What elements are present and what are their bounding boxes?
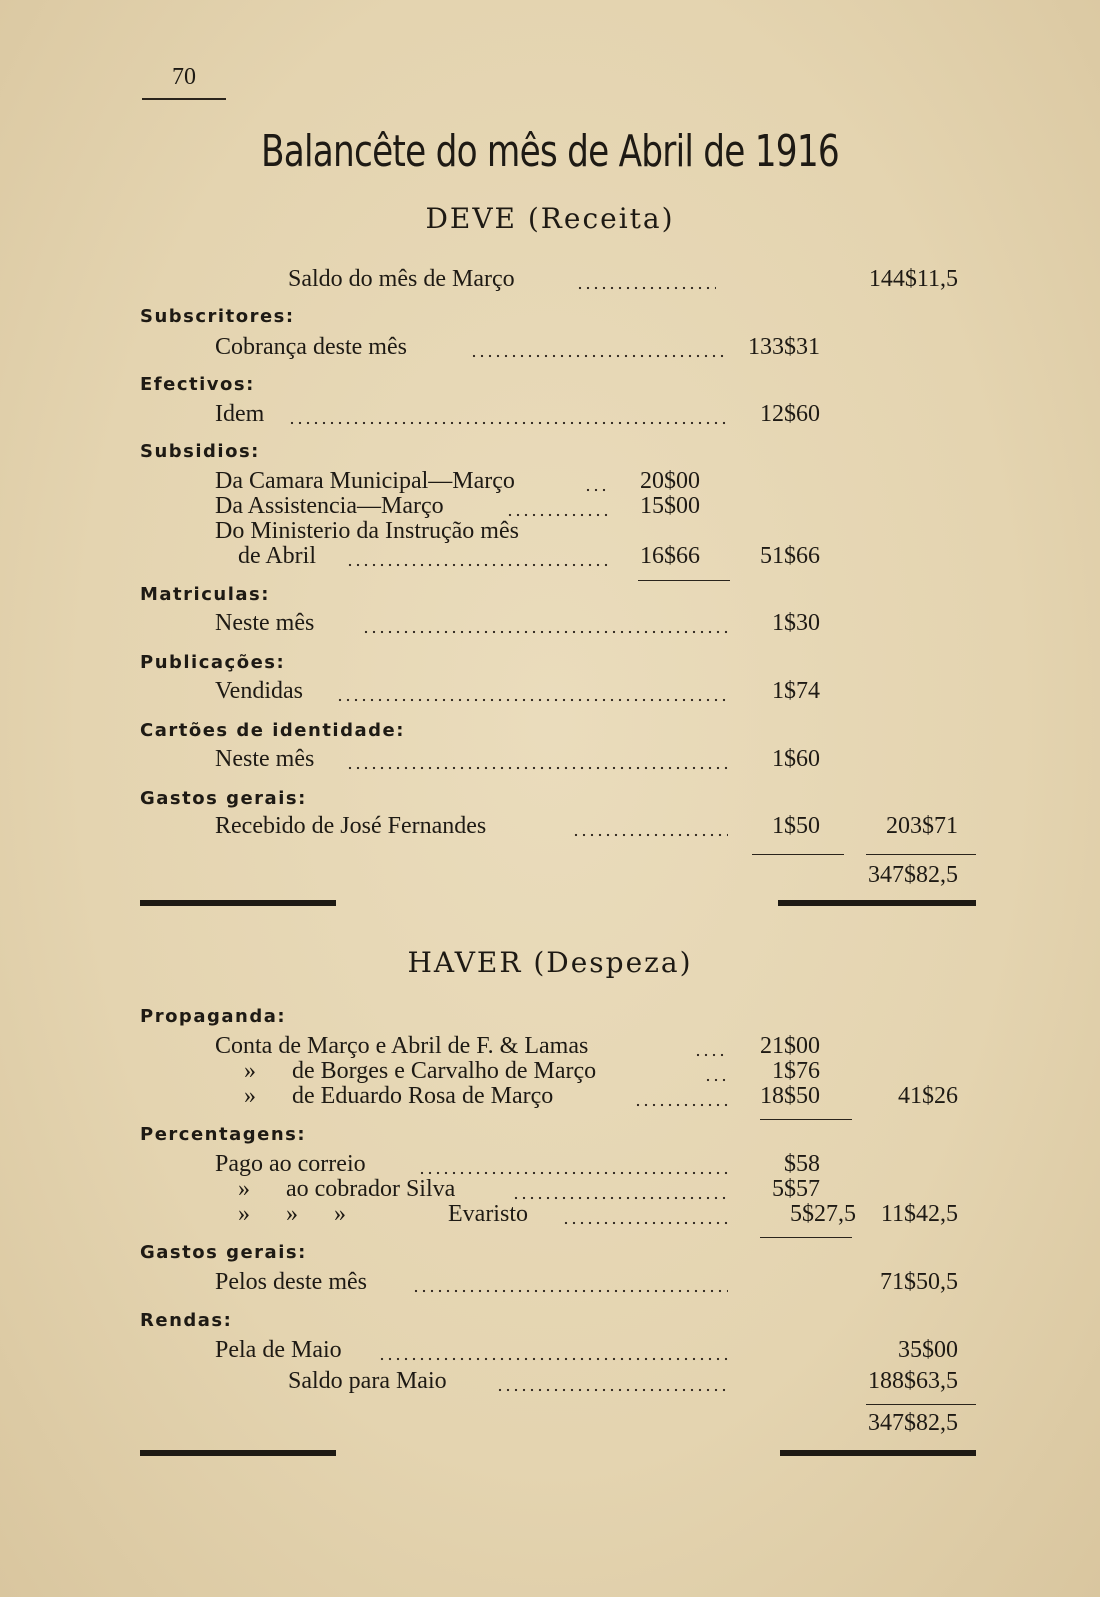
dot-leader <box>418 1171 728 1175</box>
percentagens-item-label: Evaristo <box>448 1201 528 1227</box>
subtotal-rule <box>638 580 730 581</box>
subsidio-item-label: Da Camara Municipal—Março <box>215 468 515 494</box>
subtotal-rule <box>760 1119 852 1120</box>
gastos-label: Recebido de José Fernandes <box>215 813 487 839</box>
ditto-mark: » <box>238 1176 250 1202</box>
ditto-mark: » » » <box>238 1201 346 1227</box>
saldo-marco-total: 144$11,5 <box>868 266 958 292</box>
category-propaganda: Propaganda: <box>140 1006 287 1027</box>
gastos-amount: 1$50 <box>772 813 820 839</box>
dot-leader <box>496 1388 728 1392</box>
percentagens-item-amount: 5$57 <box>772 1176 820 1202</box>
category-cartoes: Cartões de identidade: <box>140 720 405 741</box>
subsidio-item-amount: 16$66 <box>640 543 700 569</box>
haver-heading: HAVER (Despeza) <box>407 946 693 979</box>
category-subscritores: Subscritores: <box>140 306 295 327</box>
dot-leader <box>288 421 728 425</box>
publicacoes-label: Vendidas <box>215 678 303 704</box>
category-gastos-gerais: Gastos gerais: <box>140 1242 307 1263</box>
subsidio-item-amount: 20$00 <box>640 468 700 494</box>
percentagens-subtotal: 11$42,5 <box>880 1201 958 1227</box>
dot-leader <box>512 1196 728 1200</box>
category-gastos-gerais: Gastos gerais: <box>140 788 307 809</box>
deve-heading: DEVE (Receita) <box>425 202 675 235</box>
dot-leader <box>562 1221 728 1225</box>
dot-leader <box>694 1053 728 1057</box>
dot-leader <box>704 1078 728 1082</box>
percentagens-item-label: ao cobrador Silva <box>286 1176 456 1202</box>
deve-column-total: 203$71 <box>886 813 958 839</box>
category-matriculas: Matriculas: <box>140 584 270 605</box>
efectivos-label: Idem <box>215 401 265 427</box>
double-rule <box>780 1450 976 1456</box>
propaganda-item-label: de Eduardo Rosa de Março <box>292 1083 554 1109</box>
dot-leader <box>378 1357 728 1361</box>
subsidio-item-label: de Abril <box>238 543 316 569</box>
page-number: 70 <box>172 64 196 90</box>
subsidio-item-amount: 15$00 <box>640 493 700 519</box>
dot-leader <box>584 488 608 492</box>
category-publicacoes: Publicações: <box>140 652 286 673</box>
total-rule <box>866 1404 976 1405</box>
cartoes-label: Neste mês <box>215 746 315 772</box>
page-title: Balancête do mês de Abril de 1916 <box>261 126 839 177</box>
subtotal-rule <box>752 854 844 855</box>
publicacoes-amount: 1$74 <box>772 678 820 704</box>
subsidio-item-label: Da Assistencia—Março <box>215 493 444 519</box>
propaganda-item-amount: 21$00 <box>760 1033 820 1059</box>
dot-leader <box>506 513 610 517</box>
percentagens-item-amount: $58 <box>784 1151 820 1177</box>
saldo-marco-label: Saldo do mês de Março <box>288 266 515 292</box>
dot-leader <box>346 563 610 567</box>
haver-grand-total: 347$82,5 <box>868 1410 958 1436</box>
page-number-rule <box>142 98 226 100</box>
deve-grand-total: 347$82,5 <box>868 862 958 888</box>
percentagens-item-label: Pago ao correio <box>215 1151 366 1177</box>
dot-leader <box>572 833 728 837</box>
dot-leader <box>412 1289 728 1293</box>
saldo-maio-total: 188$63,5 <box>868 1368 958 1394</box>
dot-leader <box>346 766 728 770</box>
rendas-total: 35$00 <box>898 1337 958 1363</box>
dot-leader <box>576 286 716 290</box>
dot-leader <box>470 354 728 358</box>
category-rendas: Rendas: <box>140 1310 233 1331</box>
gastos-total: 71$50,5 <box>880 1269 958 1295</box>
rendas-label: Pela de Maio <box>215 1337 342 1363</box>
ditto-mark: » <box>244 1058 256 1084</box>
subscritores-amount: 133$31 <box>748 334 820 360</box>
dot-leader <box>336 698 728 702</box>
subtotal-rule <box>760 1237 852 1238</box>
subscritores-label: Cobrança deste mês <box>215 334 407 360</box>
dot-leader <box>634 1103 728 1107</box>
propaganda-item-label: Conta de Março e Abril de F. & Lamas <box>215 1033 589 1059</box>
gastos-label: Pelos deste mês <box>215 1269 367 1295</box>
saldo-maio-label: Saldo para Maio <box>288 1368 447 1394</box>
double-rule <box>140 1450 336 1456</box>
percentagens-item-amount: 5$27,5 <box>790 1201 856 1227</box>
category-efectivos: Efectivos: <box>140 374 255 395</box>
subsidios-subtotal: 51$66 <box>760 543 820 569</box>
cartoes-amount: 1$60 <box>772 746 820 772</box>
propaganda-item-amount: 1$76 <box>772 1058 820 1084</box>
matriculas-amount: 1$30 <box>772 610 820 636</box>
subsidio-item-label: Do Ministerio da Instrução mês <box>215 518 519 544</box>
matriculas-label: Neste mês <box>215 610 315 636</box>
propaganda-item-amount: 18$50 <box>760 1083 820 1109</box>
category-percentagens: Percentagens: <box>140 1124 307 1145</box>
ditto-mark: » <box>244 1083 256 1109</box>
double-rule <box>140 900 336 906</box>
efectivos-amount: 12$60 <box>760 401 820 427</box>
total-rule <box>866 854 976 855</box>
propaganda-subtotal: 41$26 <box>898 1083 958 1109</box>
dot-leader <box>362 630 728 634</box>
propaganda-item-label: de Borges e Carvalho de Março <box>292 1058 597 1084</box>
category-subsidios: Subsidios: <box>140 441 260 462</box>
double-rule <box>778 900 976 906</box>
